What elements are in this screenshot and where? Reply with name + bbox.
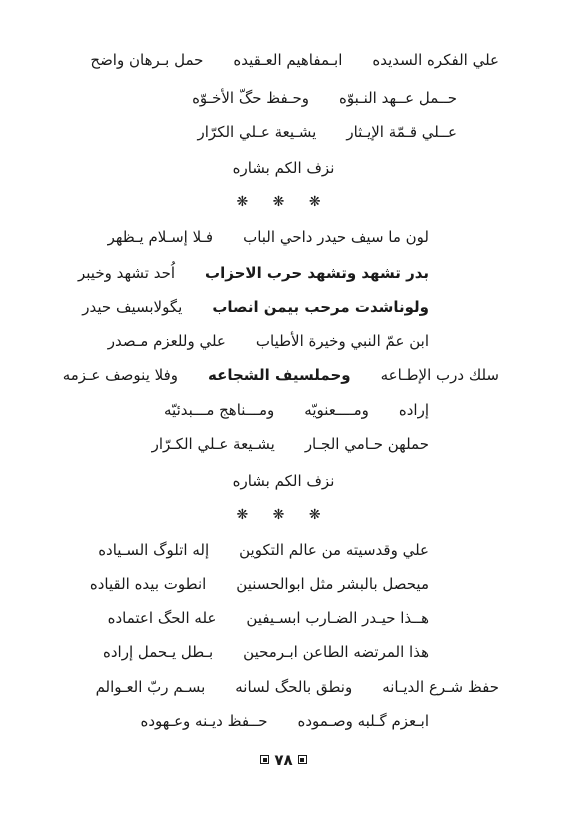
hemistich: فـلا إسـلام يـظهر [107, 228, 214, 246]
hemistich: علي وللعزم مـصدر [107, 332, 226, 350]
hemistich: عــلي قـمّة الإيـثار [346, 123, 457, 141]
hemistich: علي الفكره السديده [372, 51, 499, 69]
refrain: نزف الكم بشاره [232, 472, 335, 490]
hemistich: ولوناشدت مرحب بيمن انصاب [212, 298, 429, 316]
hemistich: إراده [398, 401, 429, 419]
hemistich: بدر تشهد وتشهد حرب الاحزاب [205, 264, 429, 282]
hemistich: إله اتلوگ السـياده [98, 541, 210, 559]
page-number-text: ٧٨ [274, 751, 293, 769]
ornament-square-icon [298, 755, 307, 764]
hemistich: ابن عمّ النبي وخيرة الأطياب [255, 332, 429, 350]
hemistich: سلك درب الإطـاعه [380, 366, 499, 384]
verse-line [96, 676, 499, 698]
hemistich: وفلا ينوصف عـزمه [62, 366, 178, 384]
verse-line [192, 87, 457, 109]
star-divider: ❋ ❋ ❋ [236, 507, 331, 523]
verse-line [103, 641, 429, 663]
verse-line [198, 121, 457, 143]
verse-line [90, 49, 499, 71]
hemistich: حمل بـرهان واضح [90, 51, 204, 69]
verse-line [140, 710, 429, 732]
hemistich: حملهن حـامي الجـار [304, 435, 429, 453]
hemistich: هــذا حيـدر الضـارب ابسـيفين [246, 609, 429, 627]
hemistich: ونطق بالحگ لسانه [235, 678, 353, 696]
ornament-square-icon [260, 755, 269, 764]
verse-line [63, 364, 499, 386]
verse-line [164, 399, 429, 421]
verse-line [152, 433, 429, 455]
refrain: نزف الكم بشاره [232, 159, 335, 177]
page-number [0, 749, 567, 771]
hemistich: ابـمفاهيم العـقيده [233, 51, 343, 69]
hemistich: ومــــعنويّه [304, 401, 369, 419]
hemistich: بـطل يـحمل إراده [103, 643, 214, 661]
hemistich: ومـــناهج مـــبدئيّه [164, 401, 275, 419]
hemistich: علي وقدسيته من عالم التكوين [239, 541, 429, 559]
hemistich: وحـفظ حگّ الأخـوّه [192, 89, 310, 107]
hemistich: هذا المرتضه الطاعن ابـرمحين [243, 643, 429, 661]
hemistich: بسـم ربّ العـوالم [95, 678, 206, 696]
hemistich: اُحد تشهد وخيبر [78, 264, 176, 282]
star-divider: ❋ ❋ ❋ [236, 194, 331, 210]
hemistich: وحملسيف الشجاعه [208, 366, 351, 384]
verse-line [82, 296, 429, 318]
verse-line [78, 262, 429, 284]
hemistich: حــفظ ديـنه وعـهوده [140, 712, 268, 730]
verse-line [90, 573, 429, 595]
verse-line [98, 539, 429, 561]
hemistich: انطوت بيده القياده [89, 575, 207, 593]
hemistich: يشـيعة عـلي الكرّار [197, 123, 317, 141]
hemistich: عله الحگ اعتماده [107, 609, 217, 627]
hemistich: حفظ شـرع الديـانه [382, 678, 499, 696]
hemistich: ميحصل بالبشر مثل ابوالحسنين [236, 575, 429, 593]
hemistich: يشـيعة عـلي الكـرّار [151, 435, 275, 453]
verse-line [108, 226, 429, 248]
verse-line [108, 607, 429, 629]
hemistich: لون ما سيف حيدر داحي الباب [243, 228, 429, 246]
hemistich: يگولابسيف حيدر [82, 298, 183, 316]
verse-line [108, 330, 429, 352]
hemistich: ابـعزم گـلبه وصـموده [297, 712, 429, 730]
hemistich: حــمل عــهد النـبوّه [339, 89, 457, 107]
